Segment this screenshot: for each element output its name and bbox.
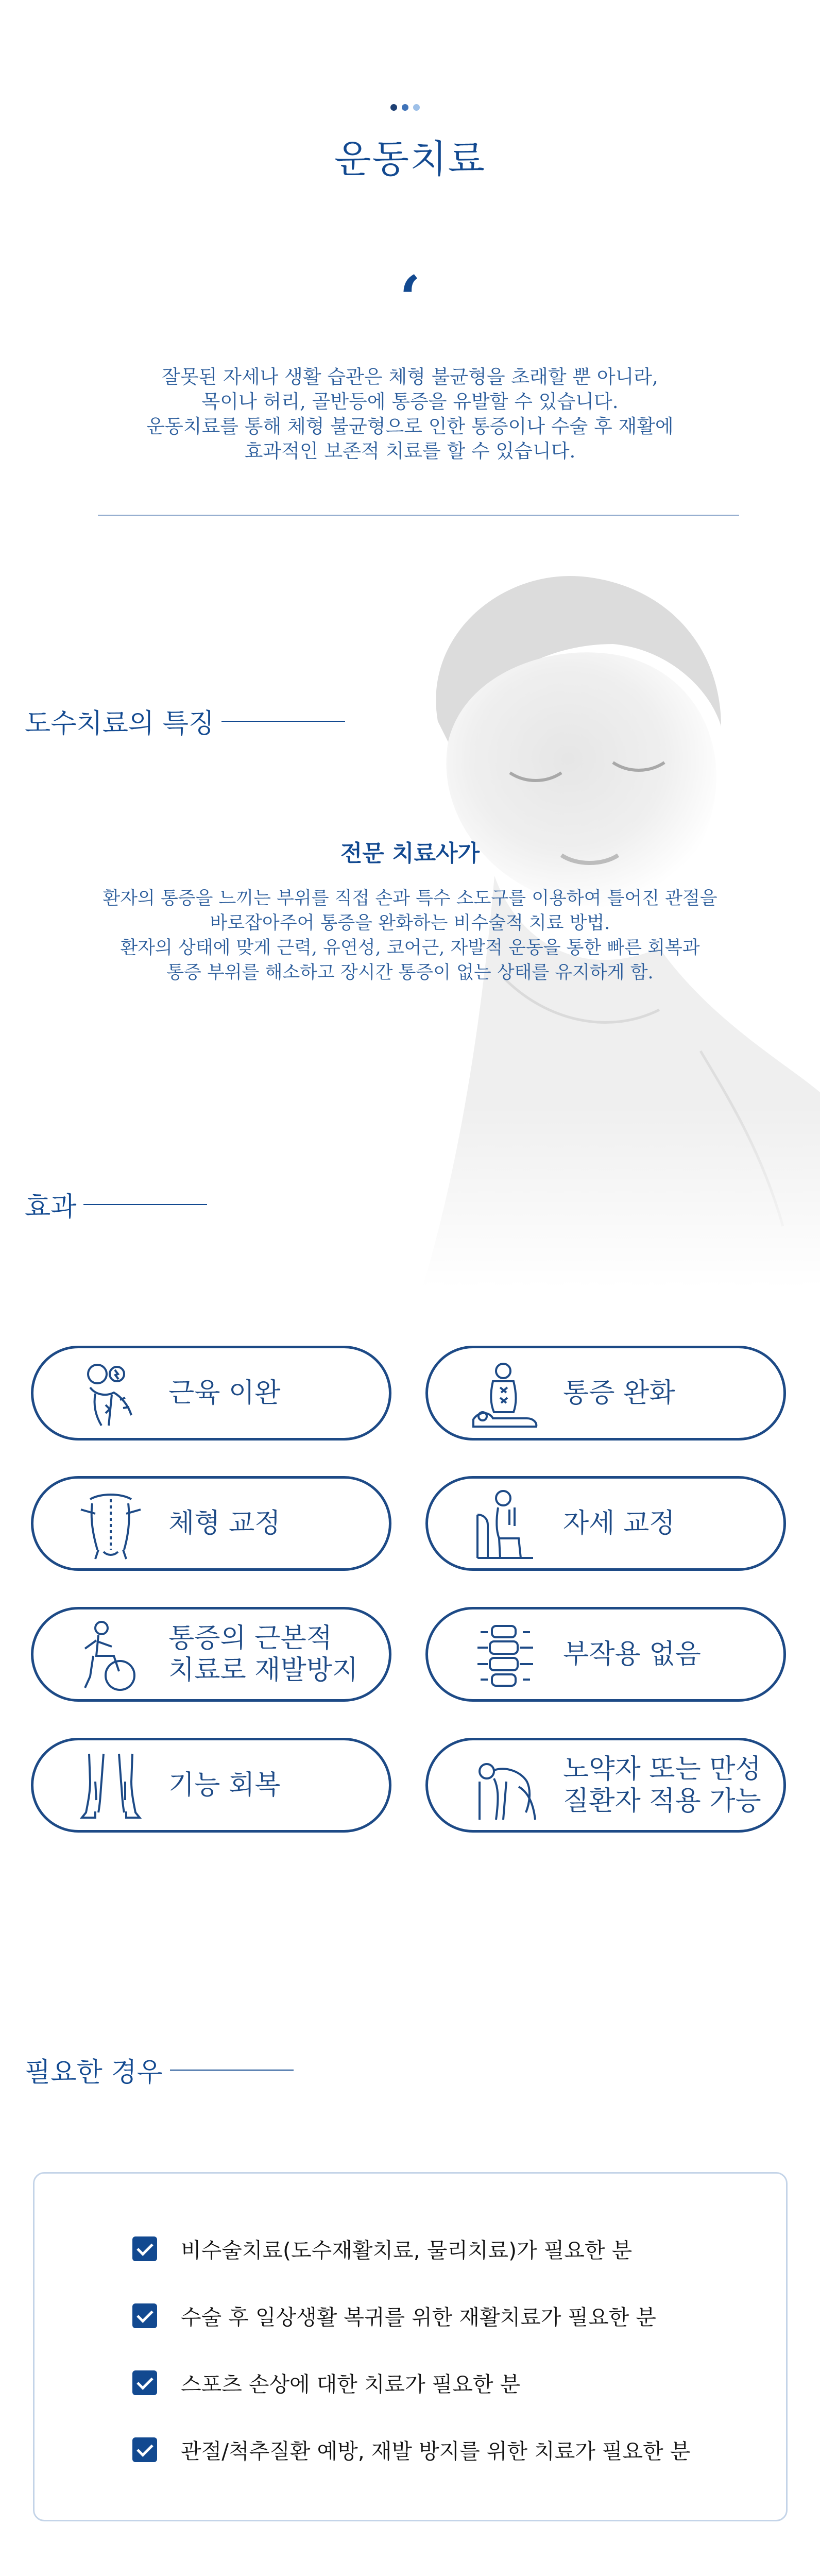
effect-card-elderly <box>425 1738 786 1833</box>
effect-label: 통증 완화 <box>563 1378 675 1409</box>
description-line: 통증 부위를 해소하고 장시간 통증이 없는 상태를 유지하게 함. <box>166 962 654 983</box>
effect-card-no-side-effects <box>425 1607 786 1702</box>
effect-label: 근육 이완 <box>168 1378 281 1409</box>
intro-line: 운동치료를 통해 체형 불균형으로 인한 통증이나 수술 후 재활에 <box>146 415 674 437</box>
checklist-text: 관절/척추질환 예방, 재발 방지를 위한 치료가 필요한 분 <box>181 2439 691 2464</box>
muscle-relax-icon <box>75 1359 147 1431</box>
effect-label: 노약자 또는 만성 질환자 적용 가능 <box>563 1754 761 1817</box>
features-heading <box>25 702 345 740</box>
checklist-item <box>132 2434 690 2465</box>
page-title: 운동치료 <box>334 137 486 181</box>
effect-label: 자세 교정 <box>563 1508 675 1539</box>
decorative-dots <box>390 102 432 112</box>
dot-icon <box>413 104 420 111</box>
divider <box>98 515 739 516</box>
effect-card-function-recovery <box>31 1738 391 1833</box>
pain-relief-icon <box>469 1359 541 1431</box>
effect-label: 통증의 근본적 치료로 재발방지 <box>168 1623 358 1686</box>
body-correction-icon <box>75 1489 147 1561</box>
effects-heading <box>25 1185 207 1224</box>
effect-label: 체형 교정 <box>168 1508 281 1539</box>
legs-icon <box>75 1751 147 1823</box>
needs-heading <box>25 2050 294 2089</box>
intro-line: 목이나 허리, 골반등에 통증을 유발할 수 있습니다. <box>201 391 619 413</box>
needs-heading-text: 필요한 경우 <box>25 2057 163 2088</box>
checklist-text: 비수술치료(도수재활치료, 물리치료)가 필요한 분 <box>181 2238 633 2263</box>
description-line: 환자의 통증을 느끼는 부위를 직접 손과 특수 소도구를 이용하여 틀어진 관절을 <box>102 888 717 909</box>
checkbox-checked-icon[interactable] <box>132 2303 157 2328</box>
elderly-icon <box>469 1751 541 1823</box>
features-heading-text: 도수치료의 특징 <box>25 708 215 739</box>
effect-card-posture-correction <box>425 1476 786 1571</box>
checklist-panel <box>33 2172 788 2521</box>
exercise-ball-icon <box>75 1620 147 1692</box>
intro-text <box>0 365 820 464</box>
features-description <box>0 886 820 985</box>
checklist-item <box>132 2233 632 2264</box>
effects-heading-text: 효과 <box>25 1192 77 1223</box>
checkbox-checked-icon[interactable] <box>132 2437 157 2462</box>
checklist-item <box>132 2367 520 2398</box>
heading-line <box>221 721 345 722</box>
checkbox-checked-icon[interactable] <box>132 2236 157 2261</box>
effect-card-prevention <box>31 1607 391 1702</box>
description-line: 바로잡아주어 통증을 완화하는 비수술적 치료 방법. <box>210 913 610 934</box>
spine-icon <box>469 1620 541 1692</box>
heading-line <box>170 2070 294 2071</box>
checkbox-checked-icon[interactable] <box>132 2370 157 2395</box>
checklist-item <box>132 2300 656 2331</box>
quote-mark-icon: ‘ <box>399 262 421 335</box>
effect-label: 부작용 없음 <box>563 1639 701 1670</box>
checklist-text: 수술 후 일상생활 복귀를 위한 재활치료가 필요한 분 <box>181 2305 656 2330</box>
dot-icon <box>402 104 408 111</box>
features-subtitle: 전문 치료사가 <box>340 840 480 867</box>
intro-line: 효과적인 보존적 치료를 할 수 있습니다. <box>244 440 576 462</box>
description-line: 환자의 상태에 맞게 근력, 유연성, 코어근, 자발적 운동을 통한 빠른 회복과 <box>120 938 700 958</box>
checklist-text: 스포츠 손상에 대한 치료가 필요한 분 <box>181 2372 521 2397</box>
effect-card-body-correction <box>31 1476 391 1571</box>
effect-card-pain-relief <box>425 1346 786 1440</box>
effect-card-muscle-relax <box>31 1346 391 1440</box>
intro-line: 잘못된 자세나 생활 습관은 체형 불균형을 초래할 뿐 아니라, <box>162 366 658 388</box>
effect-label: 기능 회복 <box>168 1770 281 1801</box>
posture-correction-icon <box>469 1489 541 1561</box>
dot-icon <box>390 104 397 111</box>
heading-line <box>83 1204 207 1205</box>
